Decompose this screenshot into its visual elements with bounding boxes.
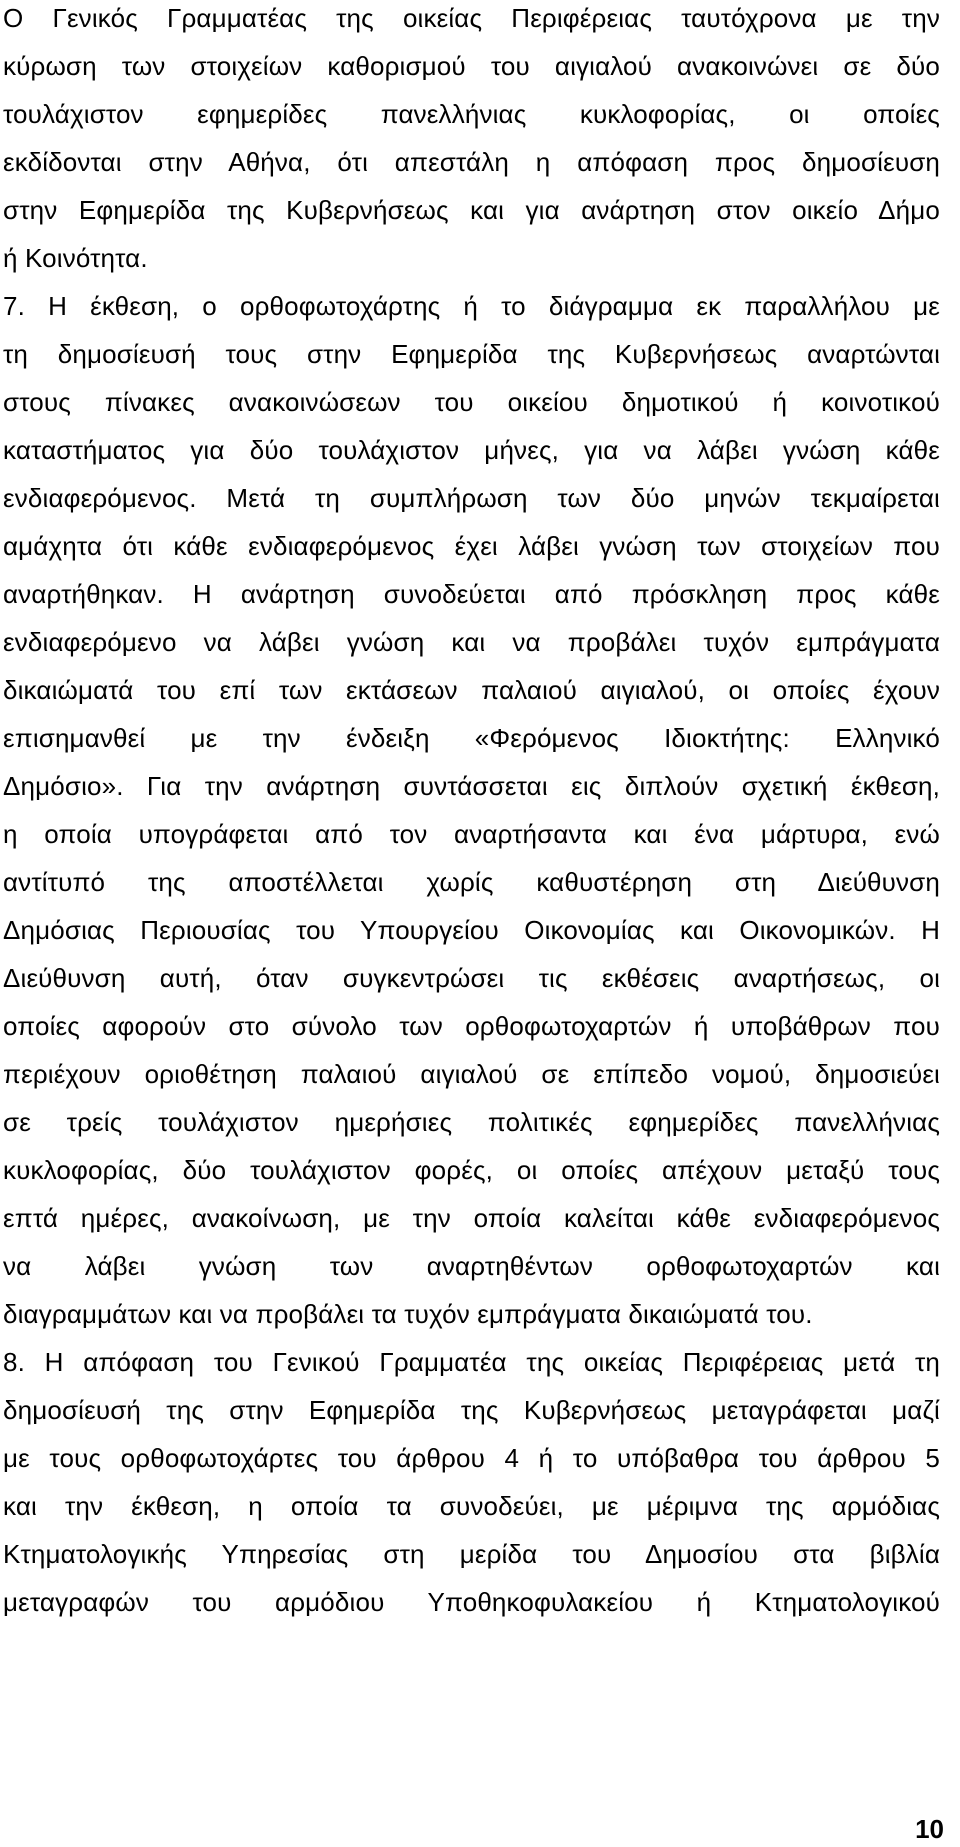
text-line: οποίες αφορούν στο σύνολο των ορθοφωτοχαρτών ή υποβάθρων που [3,1011,940,1041]
text-line: Δημόσιο». Για την ανάρτηση συντάσσεται εις διπλούν σχετική έκθεση, [3,771,940,801]
text-line: με τους ορθοφωτοχάρτες του άρθρου 4 ή το υπόβαθρα του άρθρου 5 [3,1443,940,1473]
text-line: δημοσίευσή της στην Εφημερίδα της Κυβερνήσεως μεταγράφεται μαζί [3,1395,940,1425]
text-line: 8. Η απόφαση του Γενικού Γραμματέα της οικείας Περιφέρειας μετά τη [3,1347,940,1377]
text-line: καταστήματος για δύο τουλάχιστον μήνες, για να λάβει γνώση κάθε [3,435,940,465]
text-line: αντίτυπό της αποστέλλεται χωρίς καθυστέρηση στη Διεύθυνση [3,867,940,897]
text-line: 7. Η έκθεση, ο ορθοφωτοχάρτης ή το διάγραμμα εκ παραλλήλου με [3,291,940,321]
text-line: η οποία υπογράφεται από τον αναρτήσαντα και ένα μάρτυρα, ενώ [3,819,940,849]
text-line: αμάχητα ότι κάθε ενδιαφερόμενος έχει λάβει γνώση των στοιχείων που [3,531,940,561]
text-line: κύρωση των στοιχείων καθορισμού του αιγιαλού ανακοινώνει σε δύο [3,51,940,81]
text-line: τη δημοσίευσή τους στην Εφημερίδα της Κυβερνήσεως αναρτώνται [3,339,940,369]
text-line: στους πίνακες ανακοινώσεων του οικείου δημοτικού ή κοινοτικού [3,387,940,417]
text-line: τουλάχιστον εφημερίδες πανελλήνιας κυκλοφορίας, οι οποίες [3,99,940,129]
text-line: ενδιαφερόμενος. Μετά τη συμπλήρωση των δύο μηνών τεκμαίρεται [3,483,940,513]
text-line: ενδιαφερόμενο να λάβει γνώση και να προβάλει τυχόν εμπράγματα [3,627,940,657]
text-line: μεταγραφών του αρμόδιου Υποθηκοφυλακείου ή Κτηματολογικού [3,1587,940,1617]
text-line: και την έκθεση, η οποία τα συνοδεύει, με μέριμνα της αρμόδιας [3,1491,940,1521]
text-line: αναρτήθηκαν. Η ανάρτηση συνοδεύεται από πρόσκληση προς κάθε [3,579,940,609]
text-line: διαγραμμάτων και να προβάλει τα τυχόν εμπράγματα δικαιώματά του. [3,1299,813,1329]
text-line: επτά ημέρες, ανακοίνωση, με την οποία καλείται κάθε ενδιαφερόμενος [3,1203,940,1233]
text-line: σε τρείς τουλάχιστον ημερήσιες πολιτικές εφημερίδες πανελλήνιας [3,1107,940,1137]
text-line: Ο Γενικός Γραμματέας της οικείας Περιφέρειας ταυτόχρονα με την [3,3,940,33]
text-line: Κτηματολογικής Υπηρεσίας στη μερίδα του Δημοσίου στα βιβλία [3,1539,940,1569]
text-line: Δημόσιας Περιουσίας του Υπουργείου Οικονομίας και Οικονομικών. Η [3,915,940,945]
page-number: 10 [915,1814,944,1844]
text-line: στην Εφημερίδα της Κυβερνήσεως και για ανάρτηση στον οικείο Δήμο [3,195,940,225]
text-line: δικαιώματά του επί των εκτάσεων παλαιού αιγιαλού, οι οποίες έχουν [3,675,940,705]
text-line: ή Κοινότητα. [3,243,148,273]
text-line: εκδίδονται στην Αθήνα, ότι απεστάλη η απόφαση προς δημοσίευση [3,147,940,177]
text-line: επισημανθεί με την ένδειξη «Φερόμενος Ιδιοκτήτης: Ελληνικό [3,723,940,753]
text-line: κυκλοφορίας, δύο τουλάχιστον φορές, οι οποίες απέχουν μεταξύ τους [3,1155,940,1185]
text-line: να λάβει γνώση των αναρτηθέντων ορθοφωτοχαρτών και [3,1251,940,1281]
text-line: Διεύθυνση αυτή, όταν συγκεντρώσει τις εκθέσεις αναρτήσεως, οι [3,963,940,993]
text-line: περιέχουν οριοθέτηση παλαιού αιγιαλού σε επίπεδο νομού, δημοσιεύει [3,1059,940,1089]
